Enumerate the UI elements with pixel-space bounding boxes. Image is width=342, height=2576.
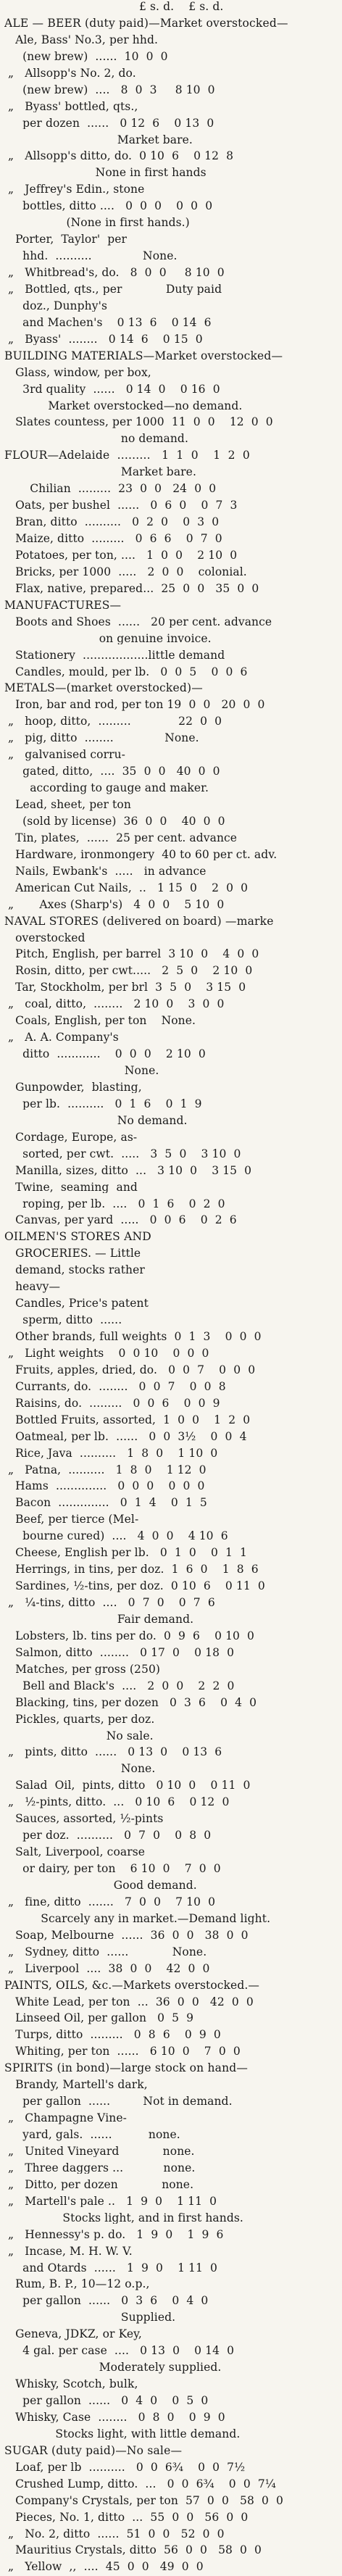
price-line: Coals, English, per ton None.: [4, 1015, 196, 1027]
price-line: doz., Dunphy's: [4, 300, 108, 312]
price-line: Potatoes, per ton, .... 1 0 0 2 10 0: [4, 549, 238, 562]
price-line: Hams .............. 0 0 0 0 0 0: [4, 1481, 205, 1492]
price-line: per doz. .......... 0 7 0 0 8 0: [4, 1830, 212, 1842]
price-line: American Cut Nails, .. 1 15 0 2 0 0: [4, 882, 249, 894]
price-line: Iron, bar and rod, per ton 19 0 0 20 0 0: [4, 699, 265, 711]
price-line: None in first hands: [4, 167, 207, 179]
price-line: Bran, ditto .......... 0 2 0 0 3 0: [4, 517, 220, 528]
price-line: „ Ditto, per dozen none.: [4, 2179, 194, 2191]
price-line: sperm, ditto ......: [4, 1315, 122, 1326]
price-line: „ Byass' bottled, qts.,: [4, 101, 138, 113]
price-line: roping, per lb. .... 0 1 6 0 2 0: [4, 1198, 225, 1210]
price-line: Linseed Oil, per gallon 0 5 9: [4, 2013, 194, 2024]
price-line: overstocked: [4, 932, 86, 944]
price-line: Salt, Liverpool, coarse: [4, 1847, 146, 1858]
price-line: Stocks light, with little demand.: [4, 2428, 241, 2440]
price-line: or dairy, per ton 6 10 0 7 0 0: [4, 1864, 221, 1875]
price-line: „ galvanised corru-: [4, 749, 126, 761]
price-line: „ Incase, M. H. W. V.: [4, 2245, 133, 2258]
price-line: Tar, Stockholm, per brl 3 5 0 3 15 0: [4, 982, 246, 994]
price-line: Slates countess, per 1000 11 0 0 12 0 0: [4, 417, 273, 428]
price-line: Market bare.: [4, 467, 196, 478]
price-line: „ Patna, .......... 1 8 0 1 12 0: [4, 1464, 207, 1476]
price-line: ALE — BEER (duty paid)—Market overstocked—: [4, 17, 288, 30]
price-line: yard, gals. ...... none.: [4, 2130, 180, 2141]
price-line: Gunpowder, blasting,: [4, 1081, 142, 1094]
price-line: Crushed Lump, ditto. ... 0 0 6¾ 0 0 7¼: [4, 2478, 276, 2490]
price-line: heavy—: [4, 1281, 61, 1293]
price-line: (new brew) .... 8 0 3 8 10 0: [4, 84, 215, 96]
price-line: Stationery ..................little demand: [4, 649, 225, 662]
price-line: Bacon .............. 0 1 4 0 1 5: [4, 1497, 207, 1509]
price-line: MANUFACTURES—: [4, 599, 122, 612]
price-line: „ Sydney, ditto ...... None.: [4, 1946, 207, 1958]
price-line: bourne cured) .... 4 0 0 4 10 6: [4, 1531, 228, 1542]
price-line: 3rd quality ...... 0 14 0 0 16 0: [4, 383, 220, 396]
price-line: 4 gal. per case .... 0 13 0 0 14 0: [4, 2346, 235, 2357]
price-line: Bell and Black's .... 2 0 0 2 2 0: [4, 1680, 235, 1692]
price-line: Lead, sheet, per ton: [4, 799, 131, 811]
price-line: „ pints, ditto ...... 0 13 0 0 13 6: [4, 1747, 222, 1758]
price-line: Fair demand.: [4, 1613, 194, 1626]
price-line: PAINTS, OILS, &c.—Markets overstocked.—: [4, 1979, 259, 1992]
price-line: Stocks light, and in first hands.: [4, 2212, 243, 2224]
price-line: Company's Crystals, per ton 57 0 0 58 0 0: [4, 2495, 283, 2507]
price-line: „ Three daggers ... none.: [4, 2162, 196, 2174]
price-line: ditto ............ 0 0 0 2 10 0: [4, 1049, 206, 1060]
price-line: Scarcely any in market.—Demand light.: [4, 1913, 271, 1925]
price-line: Porter, Taylor' per: [4, 234, 128, 246]
price-line: „ Byass' ........ 0 14 6 0 15 0: [4, 333, 203, 346]
price-line: Raisins, do. ......... 0 0 6 0 0 9: [4, 1397, 220, 1410]
price-line: per gallon ...... 0 3 6 0 4 0: [4, 2295, 209, 2307]
price-line: Good demand.: [4, 1879, 197, 1892]
price-line: Whisky, Scotch, bulk,: [4, 2379, 138, 2390]
price-line: „ Liverpool .... 38 0 0 42 0 0: [4, 1963, 210, 1975]
price-line: „ ½-pints, ditto. ... 0 10 6 0 12 0: [4, 1797, 230, 1808]
price-line: gated, ditto, .... 35 0 0 40 0 0: [4, 766, 220, 778]
price-line: „ ¼-tins, ditto .... 0 7 0 0 7 6: [4, 1597, 215, 1609]
price-line: Maize, ditto ......... 0 6 6 0 7 0: [4, 533, 222, 545]
price-line: „ A. A. Company's: [4, 1032, 119, 1044]
price-line: SUGAR (duty paid)—No sale—: [4, 2445, 183, 2457]
price-line: Rosin, ditto, per cwt..... 2 5 0 2 10 0: [4, 965, 253, 977]
price-line: Herrings, in tins, per doz. 1 6 0 1 8 6: [4, 1564, 259, 1576]
price-line: (sold by license) 36 0 0 40 0 0: [4, 815, 225, 828]
price-line: Tin, plates, ...... 25 per cent. advance: [4, 832, 238, 844]
price-line: demand, stocks rather: [4, 1265, 145, 1276]
price-line: Cordage, Europe, as-: [4, 1131, 138, 1144]
price-line: „ pig, ditto ........ None.: [4, 733, 199, 744]
price-line: Soap, Melbourne ...... 36 0 0 38 0 0: [4, 1929, 249, 1942]
price-line: „ Whitbread's, do. 8 0 0 8 10 0: [4, 267, 225, 279]
price-line: per lb. .......... 0 1 6 0 1 9: [4, 1098, 202, 1110]
price-line: „ Yellow ,, .... 45 0 0 49 0 0: [4, 2562, 204, 2573]
price-line: and Otards ...... 1 9 0 1 11 0: [4, 2262, 217, 2274]
price-line: Cheese, English per lb. 0 1 0 0 1 1: [4, 1547, 247, 1559]
price-line: Brandy, Martell's dark,: [4, 2080, 148, 2091]
price-line: White Lead, per ton ... 36 0 0 42 0 0: [4, 1996, 254, 2008]
price-line: Turps, ditto ......... 0 8 6 0 9 0: [4, 2029, 221, 2041]
price-line: Rice, Java .......... 1 8 0 1 10 0: [4, 1447, 218, 1460]
price-line: Bricks, per 1000 ..... 2 0 0 colonial.: [4, 566, 247, 578]
price-line: Whisky, Case ........ 0 8 0 0 9 0: [4, 2411, 225, 2424]
price-line: Other brands, full weights 0 1 3 0 0 0: [4, 1331, 262, 1343]
price-line: FLOUR—Adelaide ......... 1 1 0 1 2 0: [4, 450, 250, 462]
price-line: No demand.: [4, 1115, 188, 1127]
price-line: No sale.: [4, 1730, 154, 1742]
price-line: Geneva, JDKZ, or Key,: [4, 2329, 142, 2340]
price-line: „ No. 2, ditto ...... 51 0 0 52 0 0: [4, 2528, 225, 2540]
price-line: Loaf, per lb .......... 0 0 6¾ 0 0 7½: [4, 2461, 246, 2474]
price-line: Whiting, per ton ...... 6 10 0 7 0 0: [4, 2046, 241, 2058]
price-line: Canvas, per yard ..... 0 0 6 0 2 6: [4, 1215, 237, 1226]
price-line: sorted, per cwt. ..... 3 5 0 3 10 0: [4, 1148, 241, 1160]
price-line: Lobsters, lb. tins per do. 0 9 6 0 10 0: [4, 1630, 255, 1642]
price-line: Bottled Fruits, assorted, 1 0 0 1 2 0: [4, 1414, 251, 1426]
price-line: Market bare.: [4, 134, 193, 146]
price-line: hhd. .......... None.: [4, 251, 178, 262]
price-line: Boots and Shoes ...... 20 per cent. advance: [4, 616, 272, 628]
price-line: „ coal, ditto, ........ 2 10 0 3 0 0: [4, 999, 225, 1010]
price-line: Nails, Ewbank's ..... in advance: [4, 865, 207, 878]
price-line: £ s. d. £ s. d.: [4, 1, 224, 13]
price-line: GROCERIES. — Little: [4, 1248, 141, 1260]
price-line: Market overstocked—no demand.: [4, 400, 243, 412]
price-line: None.: [4, 1763, 156, 1775]
price-line: Sardines, ½-tins, per doz. 0 10 6 0 11 0: [4, 1581, 265, 1592]
price-line: no demand.: [4, 433, 188, 445]
price-line: „ Bottled, qts., per Duty paid: [4, 283, 222, 296]
price-line: (None in first hands.): [4, 217, 190, 229]
price-line: „ Axes (Sharp's) 4 0 0 5 10 0: [4, 899, 225, 911]
price-line: Chilian ......... 23 0 0 24 0 0: [4, 483, 217, 495]
price-line: Candles, mould, per lb. 0 0 5 0 0 6: [4, 666, 248, 678]
price-line: METALS—(market overstocked)—: [4, 683, 203, 694]
price-line: „ Martell's pale .. 1 9 0 1 11 0: [4, 2195, 217, 2208]
price-line: Sauces, assorted, ½-pints: [4, 1813, 164, 1825]
price-line: on genuine invoice.: [4, 633, 212, 645]
price-line: Candles, Price's patent: [4, 1298, 149, 1310]
price-line: „ Allsopp's No. 2, do.: [4, 67, 136, 80]
price-line: Salmon, ditto ........ 0 17 0 0 18 0: [4, 1647, 235, 1659]
price-line: Oatmeal, per lb. ...... 0 0 3½ 0 0 4: [4, 1431, 247, 1443]
price-list: [4, 1, 338, 2573]
price-line: Pickles, quarts, per doz.: [4, 1713, 155, 1726]
price-line: Glass, window, per box,: [4, 367, 151, 379]
price-line: Salad Oil, pints, ditto 0 10 0 0 11 0: [4, 1780, 251, 1792]
price-line: „ Allsopp's ditto, do. 0 10 6 0 12 8: [4, 151, 234, 162]
price-line: Fruits, apples, dried, do. 0 0 7 0 0 0: [4, 1364, 256, 1376]
price-line: bottles, ditto .... 0 0 0 0 0 0: [4, 201, 213, 212]
price-line: „ Champagne Vine-: [4, 2113, 127, 2124]
price-line: „ hoop, ditto, ......... 22 0 0: [4, 716, 222, 728]
price-line: Twine, seaming and: [4, 1181, 138, 1194]
price-line: Moderately supplied.: [4, 2362, 222, 2374]
price-line: SPIRITS (in bond)—large stock on hand—: [4, 2063, 249, 2074]
price-line: „ Hennessy's p. do. 1 9 0 1 9 6: [4, 2229, 224, 2241]
price-line: Rum, B. P., 10—12 o.p.,: [4, 2279, 150, 2290]
price-line: OILMEN'S STORES AND: [4, 1231, 151, 1243]
price-line: Mauritius Crystals, ditto 56 0 0 58 0 0: [4, 2545, 262, 2556]
price-line: „ Light weights 0 0 10 0 0 0: [4, 1347, 209, 1360]
price-line: Ale, Bass' No.3, per hhd.: [4, 34, 158, 46]
price-line: Hardware, ironmongery 40 to 60 per ct. adv.: [4, 849, 278, 861]
price-line: Supplied.: [4, 2312, 176, 2324]
price-line: Blacking, tins, per dozen 0 3 6 0 4 0: [4, 1697, 257, 1709]
price-line: (new brew) ...... 10 0 0: [4, 51, 168, 63]
price-line: Oats, per bushel ...... 0 6 0 0 7 3: [4, 500, 238, 512]
price-line: Manilla, sizes, ditto ... 3 10 0 3 15 0: [4, 1165, 252, 1177]
price-line: Matches, per gross (250): [4, 1663, 161, 1676]
price-line: Beef, per tierce (Mel-: [4, 1514, 139, 1526]
price-line: „ United Vineyard none.: [4, 2145, 195, 2158]
price-line: Pitch, English, per barrel 3 10 0 4 0 0: [4, 949, 259, 960]
price-line: according to gauge and maker.: [4, 783, 209, 794]
price-line: „ Jeffrey's Edin., stone: [4, 184, 145, 196]
price-line: per gallon ...... Not in demand.: [4, 2096, 233, 2108]
price-line: Currants, do. ........ 0 0 7 0 0 8: [4, 1381, 226, 1393]
price-line: Pieces, No. 1, ditto ... 55 0 0 56 0 0: [4, 2511, 249, 2524]
price-line: per gallon ...... 0 4 0 0 5 0: [4, 2396, 209, 2407]
price-line: Flax, native, prepared... 25 0 0 35 0 0: [4, 583, 259, 595]
price-line: NAVAL STORES (delivered on board) —marke: [4, 915, 274, 928]
price-line: and Machen's 0 13 6 0 14 6: [4, 317, 212, 329]
price-line: BUILDING MATERIALS—Market overstocked—: [4, 350, 283, 362]
price-line: „ fine, ditto ....... 7 0 0 7 10 0: [4, 1896, 216, 1908]
price-line: None.: [4, 1065, 159, 1077]
price-line: per dozen ...... 0 12 6 0 13 0: [4, 117, 214, 130]
